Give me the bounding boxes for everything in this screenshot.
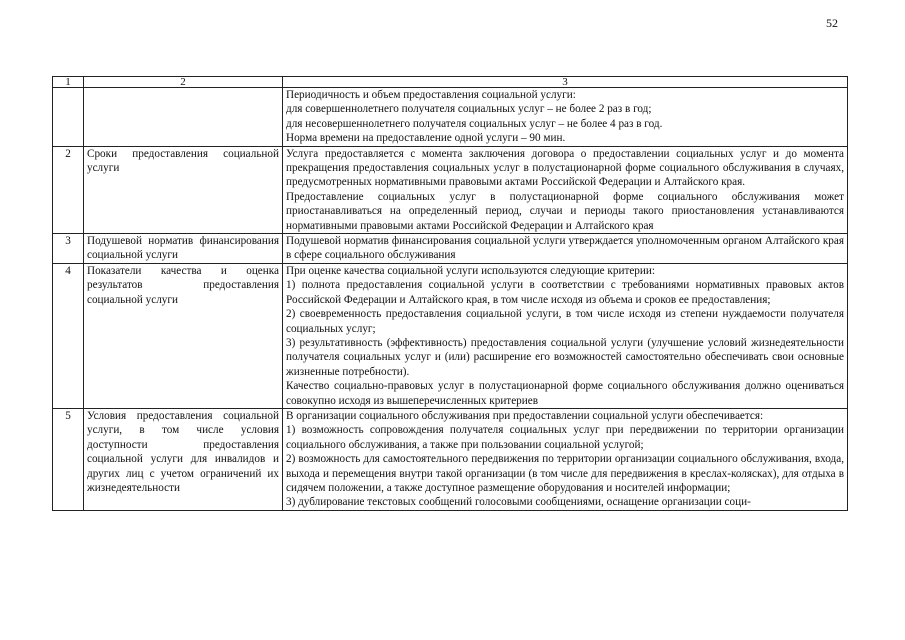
table-row: [53, 146, 848, 233]
column-number-3: 3: [283, 77, 848, 88]
row-number: [53, 88, 84, 147]
description-paragraph: 2) возможность для самостоятельного передвижения по территории организации социального обслуживания, входа, выхода и перемещения внутри такой организации (в том числе для передвижения в креслах-колясках), для отдыха в сидячем положении, а также доступное размещение оборудования и носителей информации;: [286, 453, 844, 494]
row-description: [283, 408, 848, 510]
row-description: [283, 146, 848, 233]
row-number: 4: [53, 263, 84, 408]
description-paragraph: В организации социального обслуживания при предоставлении социальной услуги обеспечивается:: [286, 409, 764, 422]
table-row: [53, 234, 848, 264]
description-paragraph: Услуга предоставляется с момента заключения договора о предоставлении социальных услуг и до момента прекращения предоставления социальных услуг в полустационарной форме социального обслуживания в случаях, предусмотренных нормативными правовыми актами Российской Федерации и Алтайского края.: [286, 147, 844, 189]
row-number: 5: [53, 408, 84, 510]
description-paragraph: для совершеннолетнего получателя социальных услуг – не более 2 раз в год;: [286, 103, 652, 116]
row-title: Подушевой норматив финансирования социальной услуги: [84, 234, 283, 264]
description-paragraph: для несовершеннолетнего получателя социальных услуг – не более 4 раз в год.: [286, 117, 663, 130]
row-title: Сроки предоставления социальной услуги: [84, 146, 283, 233]
row-number: 3: [53, 234, 84, 264]
page-number: 52: [826, 16, 838, 30]
row-number: 2: [53, 146, 84, 233]
description-paragraph: 3) дублирование текстовых сообщений голосовыми сообщениями, оснащение организации соци-: [286, 496, 751, 509]
description-paragraph: 1) полнота предоставления социальной услуги в соответствии с требованиями нормативных правовых актов Российской Федерации и Алтайского края, в том числе исходя из объема и сроков ее предоставления;: [286, 279, 844, 306]
description-paragraph: Качество социально-правовых услуг в полустационарной форме социального обслуживания должно оцениваться совокупно исходя из вышеперечисленных критериев: [286, 380, 844, 407]
table-row: [53, 88, 848, 147]
services-table: [52, 76, 848, 511]
column-number-2: 2: [84, 77, 283, 88]
table-header-row: [53, 77, 848, 88]
row-description: [283, 88, 848, 147]
table-row: [53, 408, 848, 510]
description-paragraph: Подушевой норматив финансирования социальной услуги утверждается уполномоченным органом Алтайского края в сфере социального обслуживания: [286, 235, 844, 262]
table-row: [53, 263, 848, 408]
column-number-1: 1: [53, 77, 84, 88]
row-description: [283, 263, 848, 408]
description-paragraph: Предоставление социальных услуг в полустационарной форме социального обслуживания может приостанавливаться на определенный период, случаи и периоды такого приостановления устанавливаются нормативными правовыми актами Российской Федерации и Алтайского края: [286, 190, 844, 232]
row-description: [283, 234, 848, 264]
description-paragraph: Норма времени на предоставление одной услуги – 90 мин.: [286, 132, 566, 145]
description-paragraph: 2) своевременность предоставления социальной услуги, в том числе исходя из степени нуждаемости получателя социальных услуг;: [286, 308, 844, 335]
row-title: Условия предоставления социальной услуги, в том числе условия доступности предоставления социальной услуги для инвалидов и других лиц с учетом ограничений их жизнедеятельности: [84, 408, 283, 510]
description-paragraph: При оценке качества социальной услуги используются следующие критерии:: [286, 264, 655, 277]
row-title: Показатели качества и оценка результатов предоставления социальной услуги: [84, 263, 283, 408]
description-paragraph: Периодичность и объем предоставления социальной услуги:: [286, 89, 576, 101]
description-paragraph: 3) результативность (эффективность) предоставления социальной услуги (улучшение условий жизнедеятельности получателя социальных услуг и (или) расширение его возможностей самостоятельно обеспечивать свои основные жизненные потребности).: [286, 336, 844, 378]
row-title: [84, 88, 283, 147]
description-paragraph: 1) возможность сопровождения получателя социальных услуг при передвижении по территории организации социального обслуживания, а также при пользовании социальной услугой;: [286, 424, 844, 451]
